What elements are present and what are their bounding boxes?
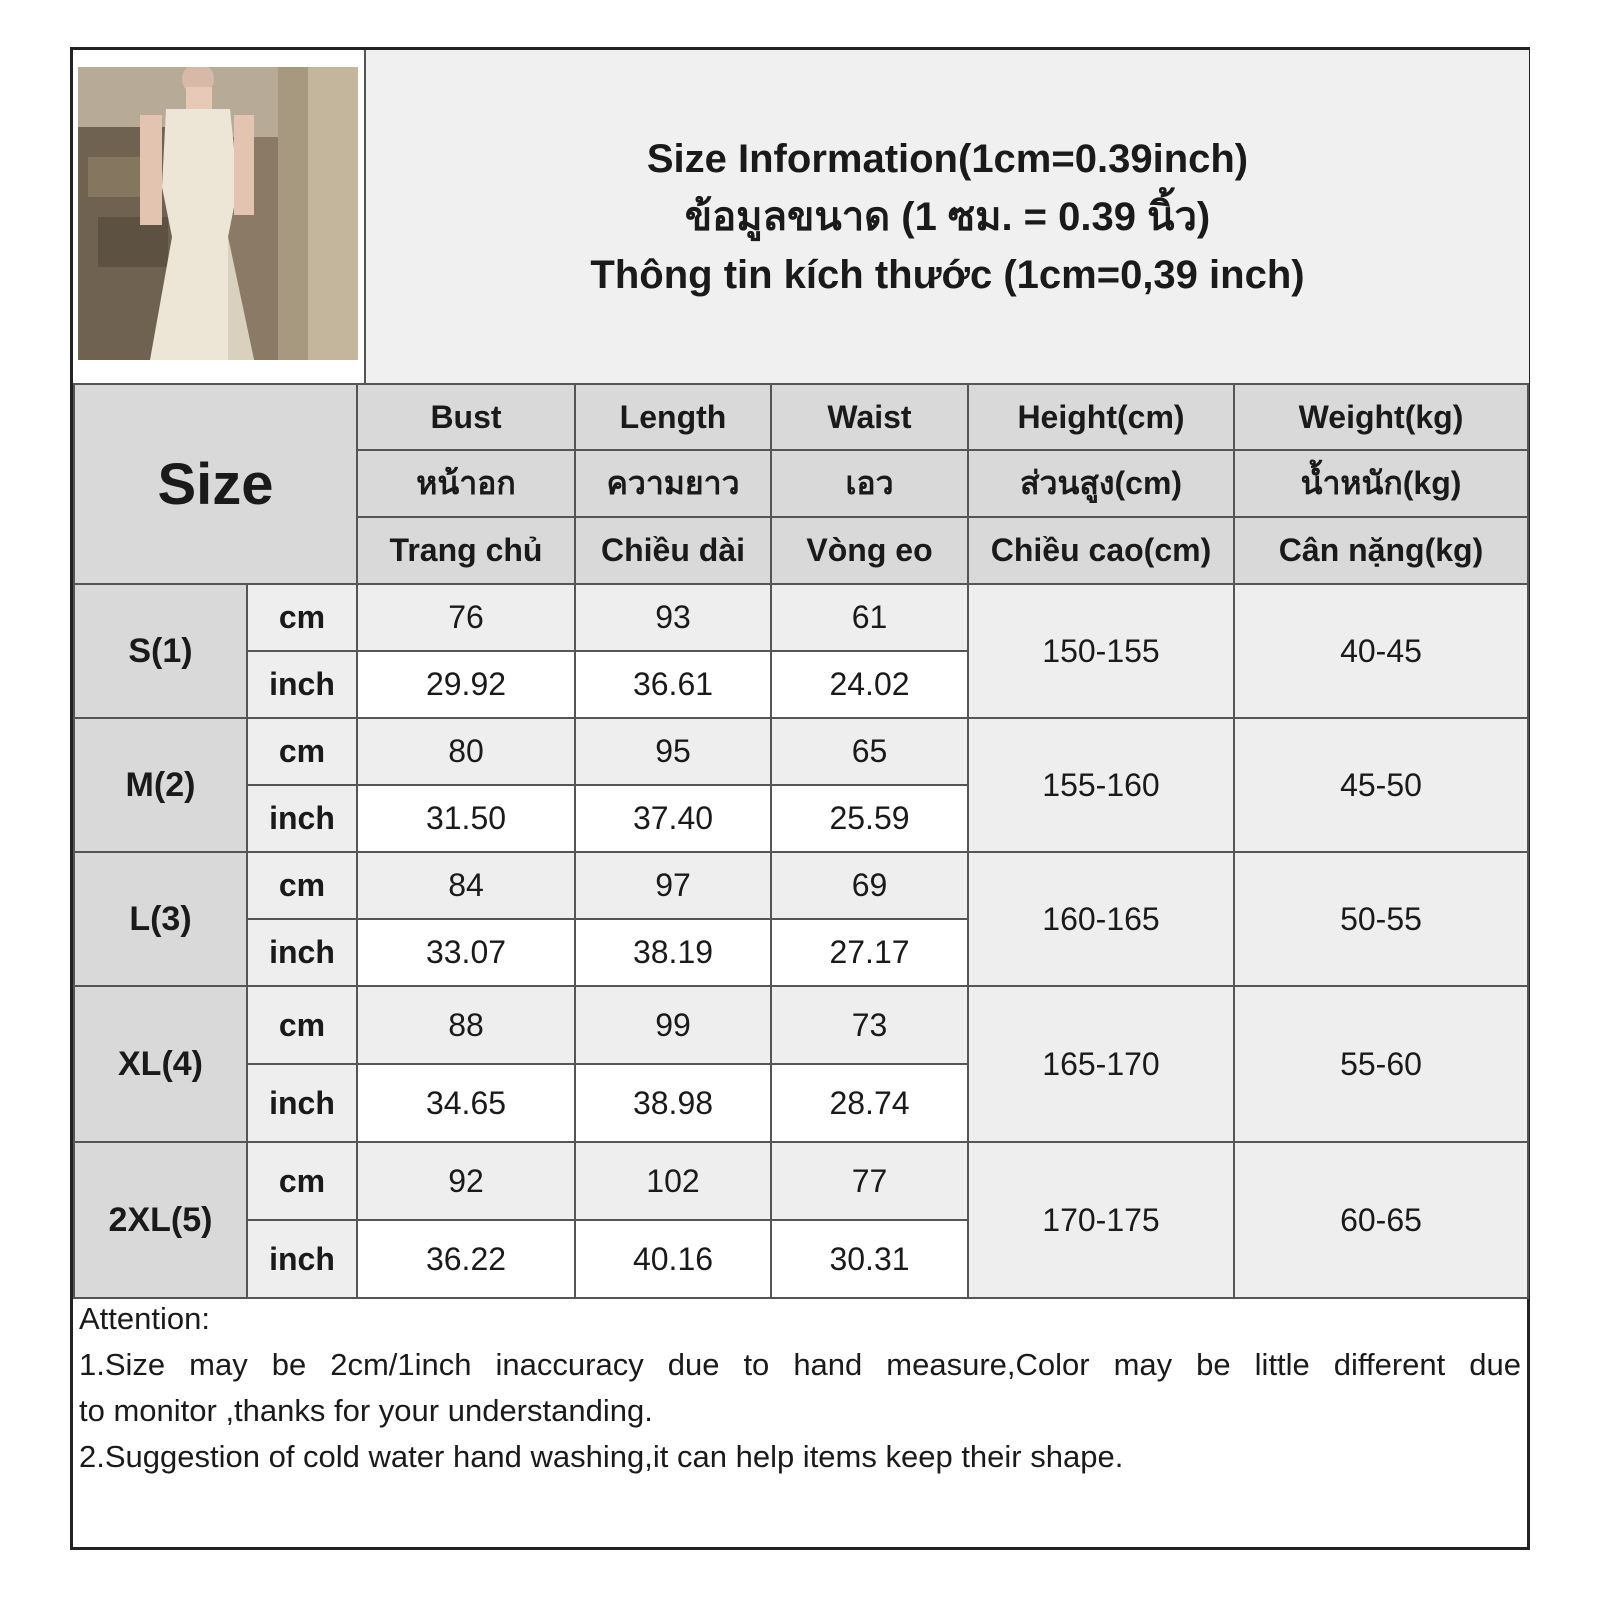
weight-range: 40-45 (1234, 584, 1528, 718)
unit-inch: inch (247, 919, 357, 986)
bust-inch: 31.50 (357, 785, 575, 852)
size-label: L(3) (74, 852, 247, 986)
col-header-height-en: Height(cm) (968, 384, 1234, 450)
height-range: 155-160 (968, 718, 1234, 852)
title-thai: ข้อมูลขนาด (1 ซม. = 0.39 นิ้ว) (684, 194, 1211, 239)
size-label: M(2) (74, 718, 247, 852)
col-header-length-en: Length (575, 384, 771, 450)
size-label: XL(4) (74, 986, 247, 1142)
title-english: Size Information(1cm=0.39inch) (646, 136, 1249, 181)
dress-model-image (78, 67, 358, 360)
waist-cm: 65 (771, 718, 968, 785)
size-label: S(1) (74, 584, 247, 718)
unit-cm: cm (247, 986, 357, 1064)
title-vietnamese: Thông tin kích thước (1cm=0,39 inch) (590, 252, 1305, 297)
unit-cm: cm (247, 718, 357, 785)
note-line-2: 2.Suggestion of cold water hand washing,it can help items keep their shape. (79, 1439, 1124, 1474)
bust-inch: 29.92 (357, 651, 575, 718)
col-header-bust-en: Bust (357, 384, 575, 450)
title-panel (364, 50, 1529, 383)
size-header: Size (74, 384, 357, 584)
col-header-bust-vi: Trang chủ (357, 517, 575, 584)
weight-range: 45-50 (1234, 718, 1528, 852)
length-cm: 97 (575, 852, 771, 919)
col-header-bust-th: หน้าอก (357, 450, 575, 517)
table-row (74, 1142, 1528, 1220)
bust-cm: 84 (357, 852, 575, 919)
unit-inch: inch (247, 1220, 357, 1298)
unit-cm: cm (247, 584, 357, 651)
weight-range: 60-65 (1234, 1142, 1528, 1298)
table-row (74, 718, 1528, 785)
weight-range: 50-55 (1234, 852, 1528, 986)
waist-cm: 61 (771, 584, 968, 651)
unit-inch: inch (247, 651, 357, 718)
waist-cm: 77 (771, 1142, 968, 1220)
notes-heading: Attention: (79, 1301, 210, 1336)
bust-inch: 36.22 (357, 1220, 575, 1298)
col-header-waist-en: Waist (771, 384, 968, 450)
length-cm: 93 (575, 584, 771, 651)
size-table (73, 383, 1529, 1299)
length-cm: 102 (575, 1142, 771, 1220)
bust-cm: 88 (357, 986, 575, 1064)
length-inch: 40.16 (575, 1220, 771, 1298)
waist-inch: 25.59 (771, 785, 968, 852)
size-chart (70, 47, 1530, 1550)
col-header-length-th: ความยาว (575, 450, 771, 517)
height-range: 170-175 (968, 1142, 1234, 1298)
col-header-waist-th: เอว (771, 450, 968, 517)
weight-range: 55-60 (1234, 986, 1528, 1142)
col-header-waist-vi: Vòng eo (771, 517, 968, 584)
bust-cm: 80 (357, 718, 575, 785)
length-cm: 95 (575, 718, 771, 785)
col-header-height-th: ส่วนสูง(cm) (968, 450, 1234, 517)
bust-cm: 92 (357, 1142, 575, 1220)
table-row (74, 584, 1528, 651)
table-row (74, 986, 1528, 1064)
note-line-1b: to monitor ,thanks for your understanding. (79, 1393, 653, 1428)
size-label: 2XL(5) (74, 1142, 247, 1298)
length-inch: 37.40 (575, 785, 771, 852)
bust-cm: 76 (357, 584, 575, 651)
table-row (74, 852, 1528, 919)
waist-inch: 28.74 (771, 1064, 968, 1142)
unit-cm: cm (247, 852, 357, 919)
waist-inch: 24.02 (771, 651, 968, 718)
length-inch: 36.61 (575, 651, 771, 718)
col-header-weight-th: น้ำหนัก(kg) (1234, 450, 1528, 517)
col-header-height-vi: Chiều cao(cm) (968, 517, 1234, 584)
attention-notes (73, 1290, 1527, 1480)
waist-cm: 69 (771, 852, 968, 919)
col-header-length-vi: Chiều dài (575, 517, 771, 584)
col-header-weight-en: Weight(kg) (1234, 384, 1528, 450)
unit-inch: inch (247, 785, 357, 852)
length-inch: 38.19 (575, 919, 771, 986)
height-range: 165-170 (968, 986, 1234, 1142)
waist-cm: 73 (771, 986, 968, 1064)
height-range: 160-165 (968, 852, 1234, 986)
height-range: 150-155 (968, 584, 1234, 718)
unit-inch: inch (247, 1064, 357, 1142)
waist-inch: 30.31 (771, 1220, 968, 1298)
note-line-1a: 1.Size may be 2cm/1inch inaccuracy due to hand measure,Color may be little different due (79, 1347, 1521, 1382)
col-header-weight-vi: Cân nặng(kg) (1234, 517, 1528, 584)
waist-inch: 27.17 (771, 919, 968, 986)
length-cm: 99 (575, 986, 771, 1064)
product-photo (73, 50, 364, 383)
bust-inch: 33.07 (357, 919, 575, 986)
unit-cm: cm (247, 1142, 357, 1220)
bust-inch: 34.65 (357, 1064, 575, 1142)
length-inch: 38.98 (575, 1064, 771, 1142)
